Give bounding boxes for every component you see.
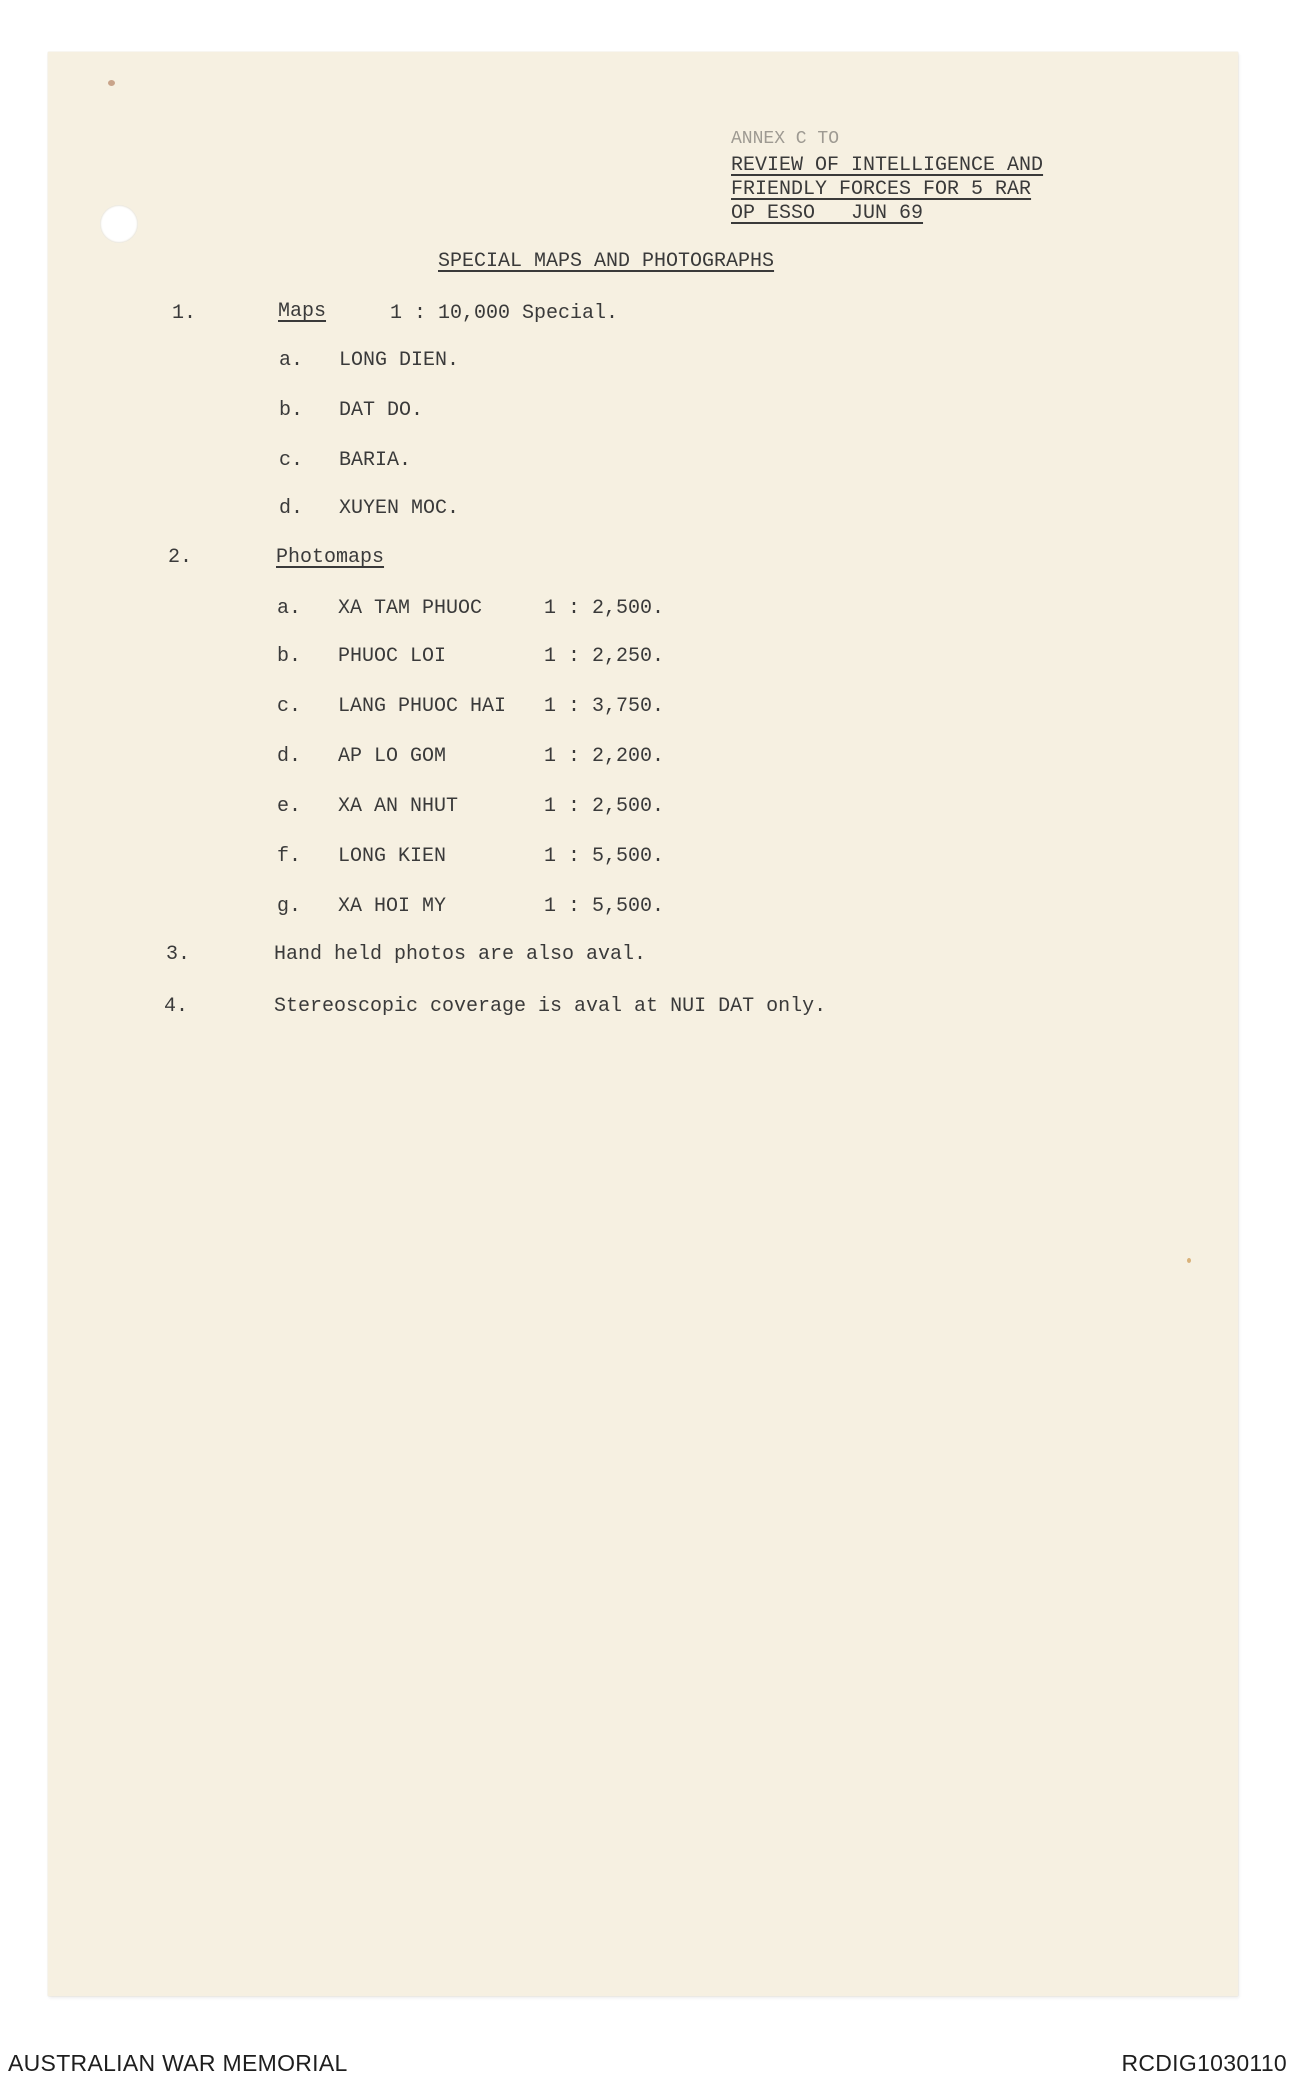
photomap-item-scale: 1 : 2,250.	[544, 645, 665, 668]
photomap-item-letter: c.	[277, 695, 302, 718]
map-item-letter: d.	[279, 497, 304, 520]
photomap-item-scale: 1 : 5,500.	[544, 895, 665, 918]
section-1-scale: 1 : 10,000 Special.	[390, 302, 619, 325]
map-item-name: LONG DIEN.	[339, 349, 460, 372]
photomap-item-name: PHUOC LOI	[338, 645, 447, 668]
section-1-heading: Maps	[278, 300, 327, 323]
photomap-item-name: AP LO GOM	[338, 745, 447, 768]
photomap-item-name: XA HOI MY	[338, 895, 447, 918]
photomap-item-letter: f.	[277, 845, 302, 868]
map-item-name: XUYEN MOC.	[339, 497, 460, 520]
footer-record-id: RCDIG1030110	[1121, 2050, 1287, 2076]
section-4-text: Stereoscopic coverage is aval at NUI DAT only.	[274, 995, 827, 1018]
photomap-item-scale: 1 : 3,750.	[544, 695, 665, 718]
photomap-item-name: XA TAM PHUOC	[338, 597, 483, 620]
section-2-number: 2.	[168, 546, 193, 569]
document-title: SPECIAL MAPS AND PHOTOGRAPHS	[438, 250, 775, 273]
photomap-item-scale: 1 : 2,200.	[544, 745, 665, 768]
photomap-item-letter: a.	[277, 597, 302, 620]
photomap-item-name: LONG KIEN	[338, 845, 447, 868]
map-item-name: BARIA.	[339, 449, 412, 472]
paper-mark	[108, 80, 115, 86]
footer-archive-name: AUSTRALIAN WAR MEMORIAL	[8, 2050, 348, 2076]
section-4-number: 4.	[164, 995, 189, 1018]
header-line-3: OP ESSO JUN 69	[731, 202, 924, 225]
map-item-letter: c.	[279, 449, 304, 472]
punch-hole	[100, 205, 138, 243]
photomap-item-letter: e.	[277, 795, 302, 818]
header-line-2: FRIENDLY FORCES FOR 5 RAR	[731, 178, 1032, 201]
paper-mark	[1187, 1258, 1191, 1263]
annex-reference: ANNEX C TO	[731, 129, 840, 149]
photomap-item-name: LANG PHUOC HAI	[338, 695, 507, 718]
photomap-item-name: XA AN NHUT	[338, 795, 459, 818]
section-3-number: 3.	[166, 943, 191, 966]
photomap-item-scale: 1 : 2,500.	[544, 795, 665, 818]
section-3-text: Hand held photos are also aval.	[274, 943, 647, 966]
photomap-item-letter: d.	[277, 745, 302, 768]
photomap-item-letter: g.	[277, 895, 302, 918]
document-page	[48, 52, 1238, 1996]
header-line-1: REVIEW OF INTELLIGENCE AND	[731, 154, 1044, 177]
map-item-letter: b.	[279, 399, 304, 422]
map-item-letter: a.	[279, 349, 304, 372]
section-1-number: 1.	[172, 302, 197, 325]
photomap-item-scale: 1 : 5,500.	[544, 845, 665, 868]
map-item-name: DAT DO.	[339, 399, 424, 422]
photomap-item-scale: 1 : 2,500.	[544, 597, 665, 620]
photomap-item-letter: b.	[277, 645, 302, 668]
section-2-heading: Photomaps	[276, 546, 385, 569]
